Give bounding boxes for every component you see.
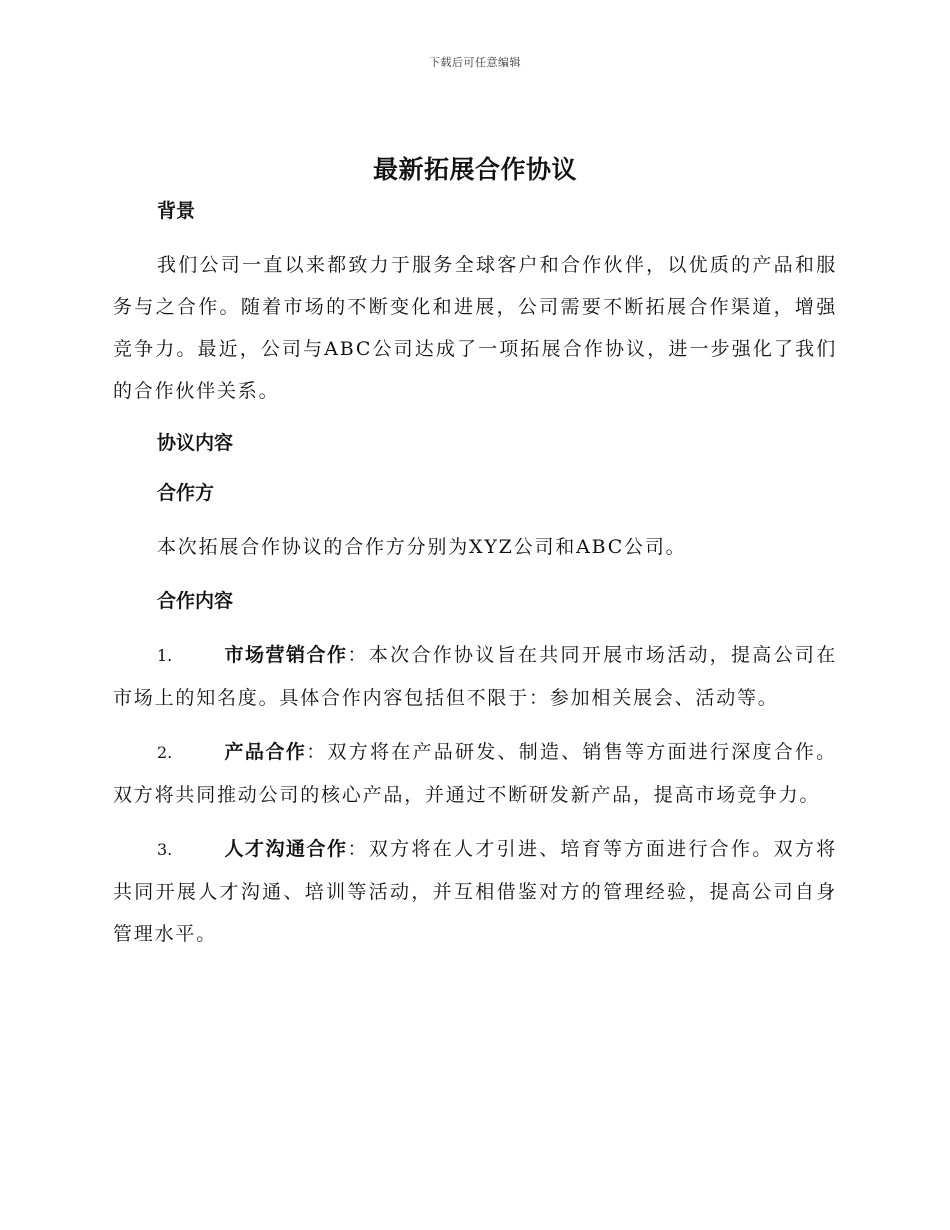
document-title: 最新拓展合作协议	[372, 155, 577, 184]
section-heading-parties: 合作方	[157, 482, 215, 504]
list-item-number: 3.	[157, 840, 173, 859]
list-item-term: 市场营销合作	[224, 644, 348, 666]
list-item-number: 2.	[157, 743, 173, 762]
document-body	[113, 192, 837, 955]
list-item-number: 1.	[157, 646, 173, 665]
list-item-text: ：双方将在人才引进、培育等方面进行合作。双方将共同开展人才沟通、培训等活动，并互相借鉴对方的管理经验，提高公司自身管理水平。	[113, 838, 837, 945]
list-item	[113, 634, 837, 719]
list-item-text: ：本次合作协议旨在共同开展市场活动，提高公司在市场上的知名度。具体合作内容包括但不限于：参加相关展会、活动等。	[113, 644, 837, 709]
section-heading-agreement: 协议内容	[157, 432, 234, 454]
list-item-term: 产品合作	[224, 741, 307, 763]
header-note: 下载后可任意编辑	[429, 56, 521, 69]
list-item-text: ：双方将在产品研发、制造、销售等方面进行深度合作。双方将共同推动公司的核心产品，并通过不断研发新产品，提高市场竞争力。	[113, 741, 837, 806]
list-item	[113, 731, 837, 816]
section-heading-content: 合作内容	[157, 590, 234, 612]
list-item	[113, 828, 837, 955]
background-paragraph: 我们公司一直以来都致力于服务全球客户和合作伙伴，以优质的产品和服务与之合作。随着市场的不断变化和进展，公司需要不断拓展合作渠道，增强竞争力。最近，公司与ABC公司达成了一项拓展合作协议，进一步强化了我们的合作伙伴关系。	[113, 254, 837, 402]
section-heading-background: 背景	[157, 200, 196, 222]
parties-paragraph: 本次拓展合作协议的合作方分别为XYZ公司和ABC公司。	[157, 536, 687, 558]
list-item-term: 人才沟通合作	[224, 838, 348, 860]
